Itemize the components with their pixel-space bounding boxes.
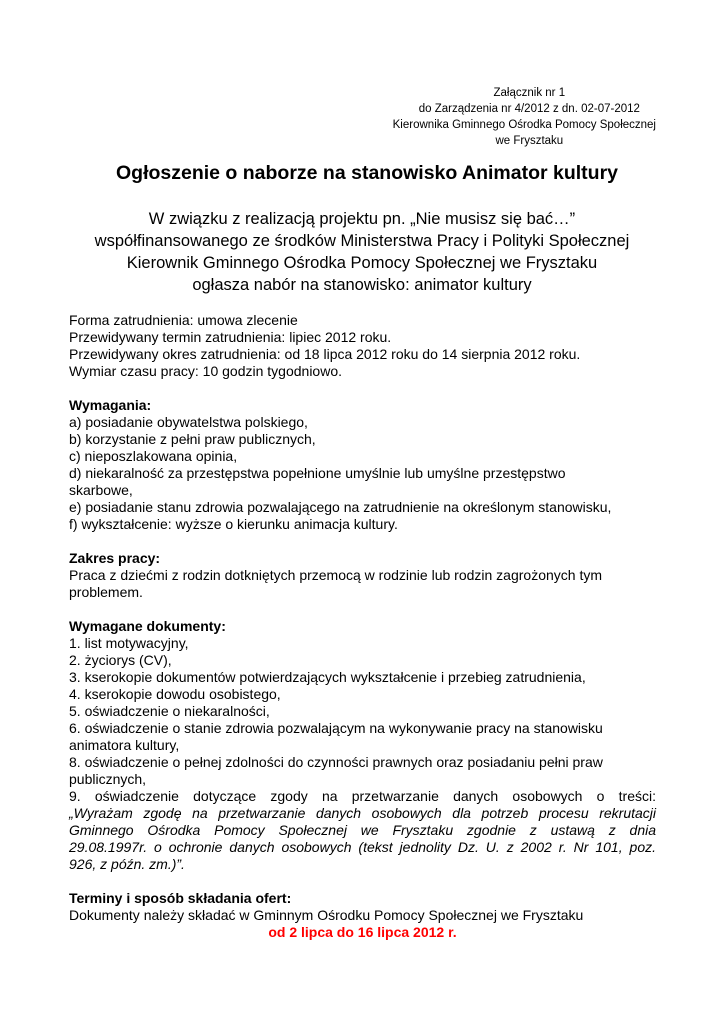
employment-form: Forma zatrudnienia: umowa zlecenie (69, 312, 298, 328)
document-item: 9. oświadczenie dotyczące zgody na przetwarzanie danych osobowych o treści: (69, 788, 656, 804)
working-hours: Wymiar czasu pracy: 10 godzin tygodniowo. (69, 363, 342, 379)
submission-dates: od 2 lipca do 16 lipca 2012 r. (268, 924, 457, 940)
employment-term: Przewidywany termin zatrudnienia: lipiec 2012 roku. (69, 329, 392, 345)
intro-line-2: współfinansowanego ze środków Ministerstwa Pracy i Polityki Społecznej (94, 232, 630, 250)
requirements-heading: Wymagania: (69, 397, 152, 413)
annex-header (393, 85, 656, 149)
document-item: 3. kserokopie dokumentów potwierdzających wykształcenie i przebieg zatrudnienia, (69, 669, 586, 685)
intro-line-4: ogłasza nabór na stanowisko: animator kultury (192, 276, 532, 294)
document-item: 1. list motywacyjny, (69, 635, 189, 651)
requirement-item: c) nieposzlakowana opinia, (69, 448, 238, 464)
annex-ordinance: do Zarządzenia nr 4/2012 z dn. 02-07-2012 (418, 103, 640, 115)
intro-paragraph (40, 208, 684, 296)
scope-text-1: Praca z dziećmi z rodzin dotkniętych przemocą w rodzinie lub rodzin zagrożonych tym (69, 567, 603, 583)
document-title: Ogłoszenie o naborze na stanowisko Animator kultury (115, 162, 619, 184)
scope-text-2: problemem. (69, 584, 143, 600)
document-body (69, 312, 656, 941)
documents-heading: Wymagane dokumenty: (69, 618, 226, 634)
terms-text: Dokumenty należy składać w Gminnym Ośrodku Pomocy Społecznej we Frysztaku (69, 907, 584, 923)
requirement-item: b) korzystanie z pełni praw publicznych, (69, 431, 316, 447)
consent-quote-line: „Wyrażam zgodę na przetwarzanie danych osobowych dla potrzeb procesu rekrutacji (69, 805, 656, 821)
requirement-item: a) posiadanie obywatelstwa polskiego, (69, 414, 308, 430)
requirement-item: d) niekaralność za przestępstwa popełnione umyślnie lub umyślne przestępstwo (69, 465, 566, 481)
scope-heading: Zakres pracy: (69, 550, 161, 566)
consent-quote-line: Gminnego Ośrodka Pomocy Społecznej we Frysztaku zgodnie z ustawą z dnia (69, 822, 656, 838)
document-item: 8. oświadczenie o pełnej zdolności do czynności prawnych oraz posiadaniu pełni praw (69, 754, 603, 770)
consent-quote-line: 29.08.1997r. o ochronie danych osobowych (tekst jednolity Dz. U. z 2002 r. Nr 101, poz. (69, 839, 656, 855)
document-item: 5. oświadczenie o niekaralności, (69, 703, 270, 719)
document-item: 6. oświadczenie o stanie zdrowia pozwalającym na wykonywanie pracy na stanowisku (69, 720, 603, 736)
terms-heading: Terminy i sposób składania ofert: (69, 890, 292, 906)
annex-issuer: Kierownika Gminnego Ośrodka Pomocy Społecznej (392, 119, 656, 131)
employment-period: Przewidywany okres zatrudnienia: od 18 lipca 2012 roku do 14 sierpnia 2012 roku. (69, 346, 581, 362)
requirement-item: e) posiadanie stanu zdrowia pozwalającego na zatrudnienie na określonym stanowisku, (69, 499, 612, 515)
document-item: 4. kserokopie dowodu osobistego, (69, 686, 281, 702)
consent-quote-line: 926, z późn. zm.)”. (69, 856, 185, 872)
requirement-item: skarbowe, (69, 482, 133, 498)
intro-line-1: W związku z realizacją projektu pn. „Nie musisz się bać…” (148, 210, 576, 228)
annex-location: we Frysztaku (495, 135, 564, 147)
annex-number: Załącznik nr 1 (493, 87, 566, 99)
document-item: animatora kultury, (69, 737, 180, 753)
document-item: publicznych, (69, 771, 147, 787)
requirement-item: f) wykształcenie: wyższe o kierunku animacja kultury. (69, 516, 398, 532)
intro-line-3: Kierownik Gminnego Ośrodka Pomocy Społecznej we Frysztaku (126, 254, 598, 272)
document-item: 2. życiorys (CV), (69, 652, 172, 668)
